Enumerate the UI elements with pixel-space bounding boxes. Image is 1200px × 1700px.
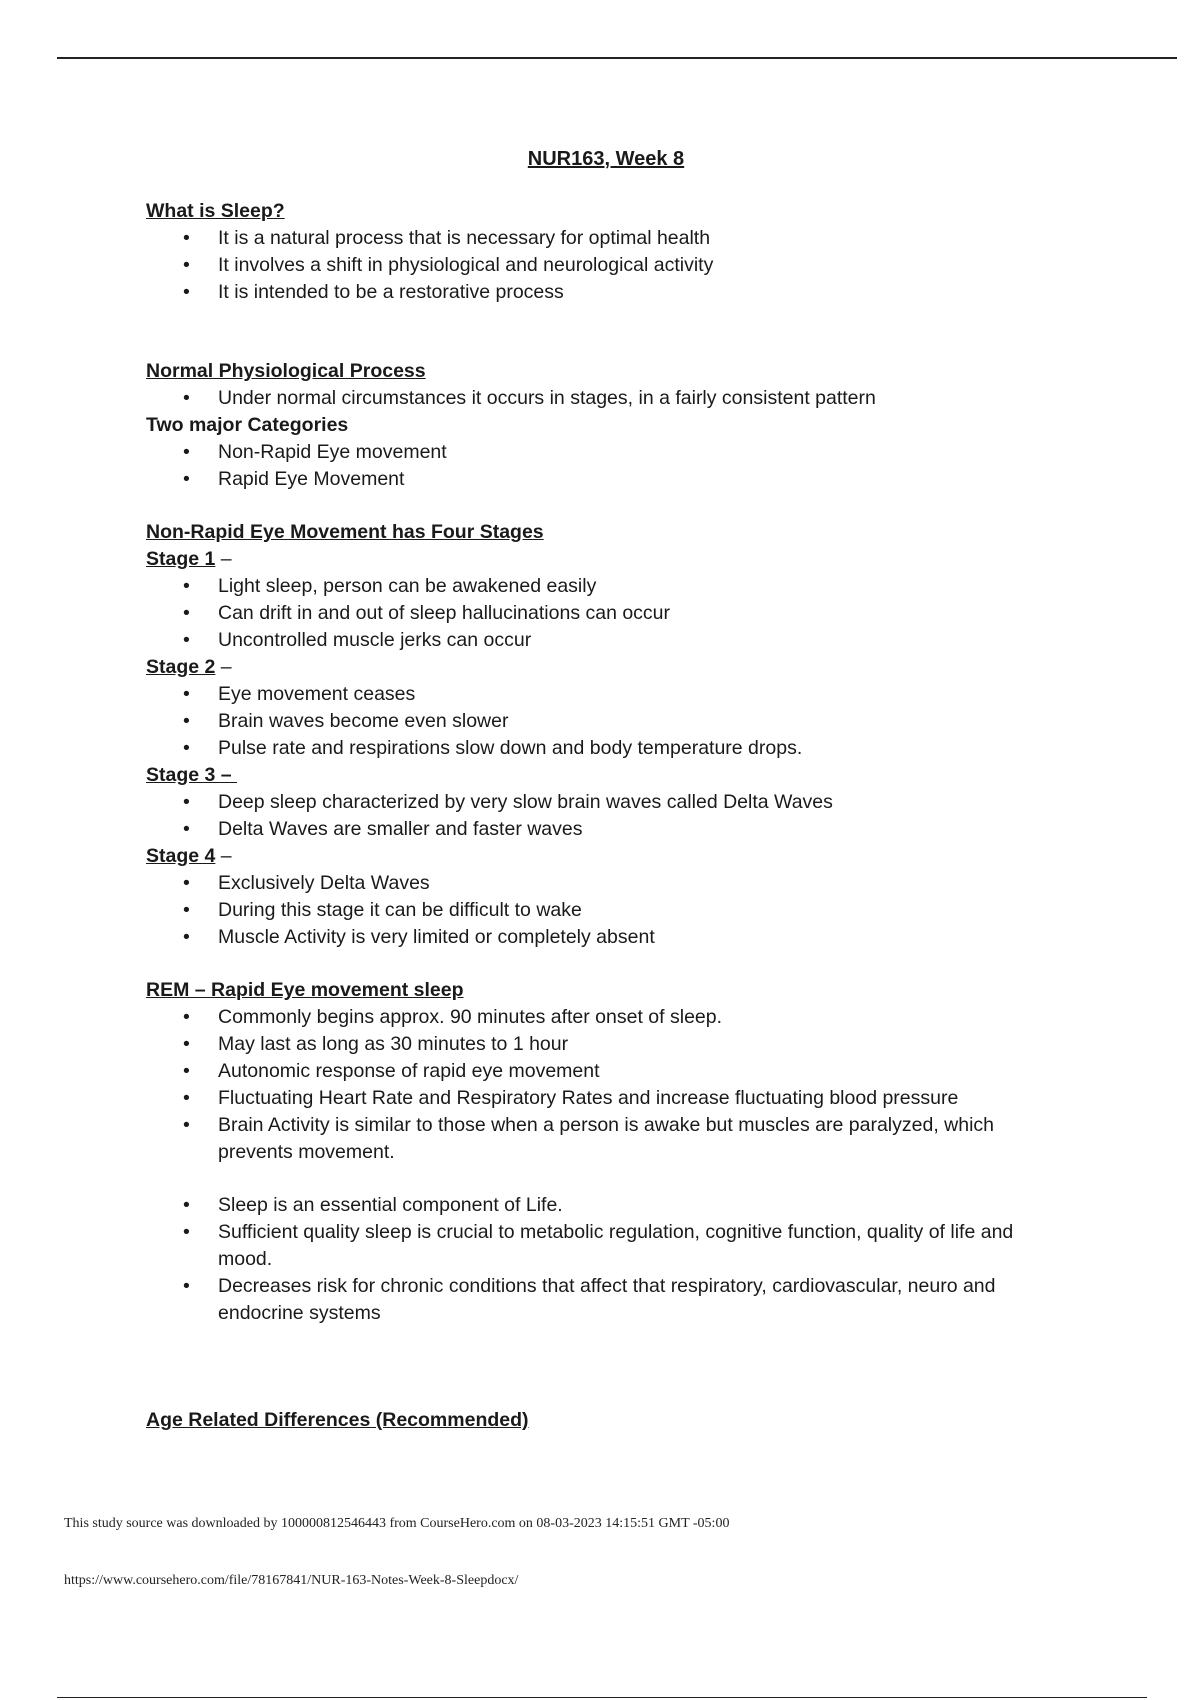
source-url[interactable]: https://www.coursehero.com/file/78167841/NUR-163-Notes-Week-8-Sleepdocx/	[64, 1573, 519, 1588]
list-item: • Uncontrolled muscle jerks can occur	[146, 627, 1066, 654]
section-heading: Age Related Differences (Recommended)	[146, 1409, 529, 1431]
list-item: • Muscle Activity is very limited or completely absent	[146, 924, 1066, 951]
stage-heading	[146, 843, 1066, 870]
bullet-list	[146, 870, 1066, 951]
document-page	[146, 146, 1066, 1434]
section-normal-process	[146, 358, 1066, 493]
list-item: • It is a natural process that is necessary for optimal health	[146, 225, 1066, 252]
stage-label: Stage 1	[146, 548, 216, 570]
bullet-list	[146, 225, 1066, 306]
stage-heading	[146, 762, 1066, 789]
stage-dash: –	[215, 845, 232, 867]
bullet-list	[146, 789, 1066, 843]
section-essentials	[146, 1192, 1066, 1327]
section-what-is-sleep	[146, 198, 1066, 306]
list-item: • Brain Activity is similar to those when a person is awake but muscles are paralyzed, which prevents movement.	[146, 1112, 1066, 1166]
list-item: • Brain waves become even slower	[146, 708, 1066, 735]
stage-dash: –	[215, 548, 232, 570]
top-divider	[57, 57, 1177, 59]
list-item: • It involves a shift in physiological and neurological activity	[146, 252, 1066, 279]
bullet-list	[146, 1004, 1066, 1166]
bullet-list	[146, 439, 1066, 493]
list-item: • Under normal circumstances it occurs in stages, in a fairly consistent pattern	[146, 385, 1066, 412]
section-heading: What is Sleep?	[146, 200, 285, 222]
section-heading: Two major Categories	[146, 414, 349, 436]
list-item: • Autonomic response of rapid eye movement	[146, 1058, 1066, 1085]
list-item: • Sufficient quality sleep is crucial to metabolic regulation, cognitive function, quality of life and mood.	[146, 1219, 1066, 1273]
list-item: • May last as long as 30 minutes to 1 hour	[146, 1031, 1066, 1058]
section-nrem	[146, 519, 1066, 951]
list-item: • Can drift in and out of sleep hallucinations can occur	[146, 600, 1066, 627]
list-item: • Non-Rapid Eye movement	[146, 439, 1066, 466]
list-item: • Exclusively Delta Waves	[146, 870, 1066, 897]
stage-heading	[146, 546, 1066, 573]
list-item: • Fluctuating Heart Rate and Respiratory Rates and increase fluctuating blood pressure	[146, 1085, 1066, 1112]
stage-heading	[146, 654, 1066, 681]
section-heading: REM – Rapid Eye movement sleep	[146, 979, 464, 1001]
section-age-related	[146, 1407, 1066, 1434]
section-heading: Non-Rapid Eye Movement has Four Stages	[146, 521, 544, 543]
bottom-divider	[57, 1697, 1147, 1698]
stage-label: Stage 2	[146, 656, 216, 678]
list-item: • Commonly begins approx. 90 minutes after onset of sleep.	[146, 1004, 1066, 1031]
list-item: • Deep sleep characterized by very slow brain waves called Delta Waves	[146, 789, 1066, 816]
list-item: • Rapid Eye Movement	[146, 466, 1066, 493]
list-item: • During this stage it can be difficult to wake	[146, 897, 1066, 924]
page-title: NUR163, Week 8	[527, 148, 685, 170]
list-item: • Sleep is an essential component of Life.	[146, 1192, 1066, 1219]
section-heading: Normal Physiological Process	[146, 360, 426, 382]
stage-dash: –	[215, 656, 232, 678]
list-item: • Decreases risk for chronic conditions that affect that respiratory, cardiovascular, neuro and endocrine systems	[146, 1273, 1066, 1327]
bullet-list	[146, 573, 1066, 654]
download-note: This study source was downloaded by 100000812546443 from CourseHero.com on 08-03-2023 14:15:51 GMT -05:00	[64, 1516, 730, 1531]
list-item: • Pulse rate and respirations slow down and body temperature drops.	[146, 735, 1066, 762]
bullet-list	[146, 681, 1066, 762]
list-item: • Eye movement ceases	[146, 681, 1066, 708]
bullet-list	[146, 1192, 1066, 1327]
list-item: • Delta Waves are smaller and faster waves	[146, 816, 1066, 843]
section-rem	[146, 977, 1066, 1166]
list-item: • It is intended to be a restorative process	[146, 279, 1066, 306]
bullet-list	[146, 385, 1066, 412]
stage-label: Stage 4	[146, 845, 216, 867]
list-item: • Light sleep, person can be awakened easily	[146, 573, 1066, 600]
stage-label: Stage 3 –	[146, 764, 238, 786]
